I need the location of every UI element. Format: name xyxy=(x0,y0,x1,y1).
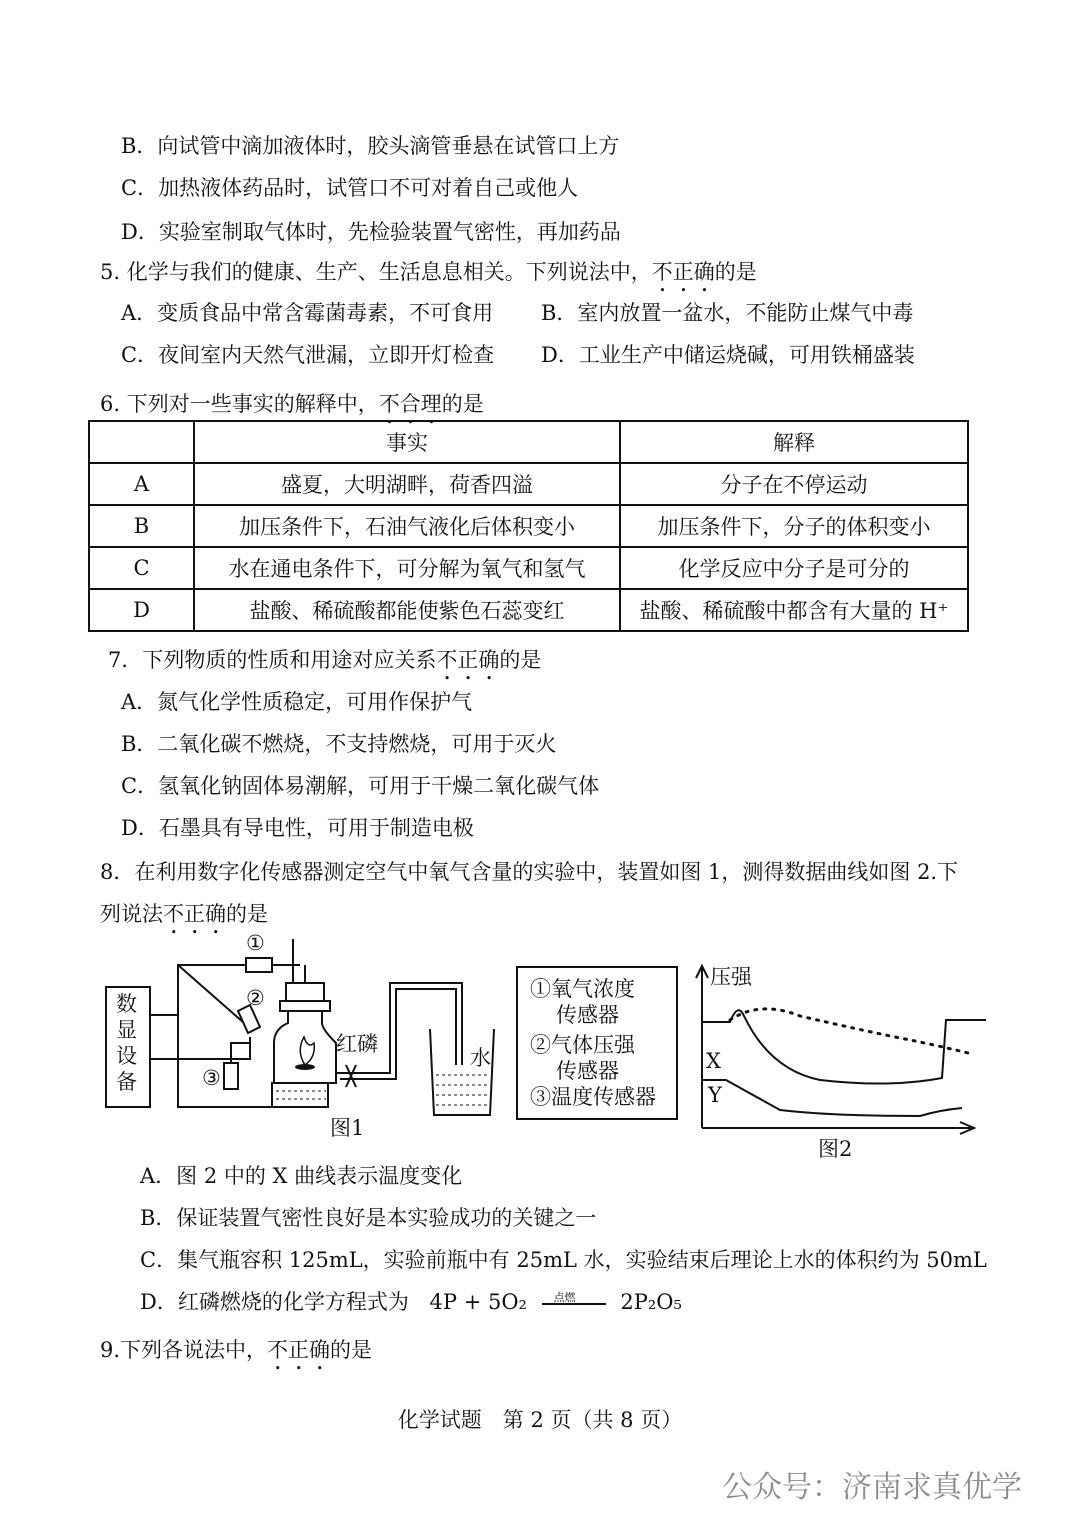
q8-stem-line2: 列说法不正确的是 xyxy=(100,902,268,926)
table-cell: 分子在不停运动 xyxy=(620,463,968,505)
table-cell: 水在通电条件下，可分解为氧气和氢气 xyxy=(194,547,620,589)
q8-option-c: C．集气瓶容积 125mL，实验前瓶中有 25mL 水，实验结束后理论上水的体积约为 50mL xyxy=(140,1248,987,1272)
table-row xyxy=(89,505,968,547)
q8-option-a: A．图 2 中的 X 曲线表示温度变化 xyxy=(140,1164,463,1188)
legend-item: 传感器 xyxy=(556,1059,619,1083)
legend-item: 传感器 xyxy=(556,1003,619,1027)
q5-option-c: C．夜间室内天然气泄漏，立即开灯检查 xyxy=(121,343,495,367)
table-cell: B xyxy=(89,505,194,547)
header-cell xyxy=(89,421,194,463)
table-cell: D xyxy=(89,589,194,631)
q7-emphasis: 不正确 xyxy=(436,648,500,672)
marker-2: ② xyxy=(246,986,265,1010)
table-cell: A xyxy=(89,463,194,505)
q4-option-d: D．实验室制取气体时，先检验装置气密性，再加药品 xyxy=(121,220,621,244)
q6-stem: 6. 下列对一些事实的解释中，不合理的是 xyxy=(100,392,484,416)
device-label-char: 备 xyxy=(116,1070,137,1094)
figure-1-apparatus xyxy=(100,925,520,1140)
table-header-row xyxy=(89,421,968,463)
equation-left: 4P + 5O₂ xyxy=(429,1290,527,1314)
table-row xyxy=(89,463,968,505)
q7-option-b: B．二氧化碳不燃烧，不支持燃烧，可用于灭火 xyxy=(121,732,557,756)
watermark: 公众号：济南求真优学 xyxy=(722,1470,1022,1505)
figure-2-caption: 图2 xyxy=(818,1137,853,1161)
q8-option-b: B．保证装置气密性良好是本实验成功的关键之一 xyxy=(140,1206,597,1230)
q4-option-b: B．向试管中滴加液体时，胶头滴管垂悬在试管口上方 xyxy=(121,134,620,158)
reaction-condition: 点燃 xyxy=(553,1290,576,1304)
q9-stem: 9.下列各说法中，不正确的是 xyxy=(100,1338,373,1362)
marker-1: ① xyxy=(246,931,265,955)
q8-stem-line1: 8．在利用数字化传感器测定空气中氧气含量的实验中，装置如图 1，测得数据曲线如图 2.下 xyxy=(100,860,959,884)
device-label-char: 设 xyxy=(116,1044,137,1068)
table-cell: 化学反应中分子是可分的 xyxy=(620,547,968,589)
table-cell: 盛夏，大明湖畔，荷香四溢 xyxy=(194,463,620,505)
table-cell: 盐酸、稀硫酸中都含有大量的 H⁺ xyxy=(620,589,968,631)
curve-y-label: Y xyxy=(708,1083,722,1107)
water-label: 水 xyxy=(470,1046,491,1070)
table-row xyxy=(89,589,968,631)
table-cell: 盐酸、稀硫酸都能使紫色石蕊变红 xyxy=(194,589,620,631)
table-cell: 加压条件下，石油气液化后体积变小 xyxy=(194,505,620,547)
q7-option-c: C．氢氧化钠固体易潮解，可用于干燥二氧化碳气体 xyxy=(121,774,600,798)
sensor-legend xyxy=(516,966,678,1120)
legend-item: ②气体压强 xyxy=(530,1033,635,1057)
header-cell: 解释 xyxy=(620,421,968,463)
q7-option-d: D．石墨具有导电性，可用于制造电极 xyxy=(121,816,474,840)
q5-option-d: D．工业生产中储运烧碱，可用铁桶盛装 xyxy=(541,343,915,367)
q7-stem: 7．下列物质的性质和用途对应关系不正确的是 xyxy=(108,648,542,672)
q4-option-c: C．加热液体药品时，试管口不可对着自己或他人 xyxy=(121,176,579,200)
q7-option-a: A．氮气化学性质稳定，可用作保护气 xyxy=(121,690,473,714)
legend-item: ③温度传感器 xyxy=(530,1085,656,1109)
device-label-char: 数 xyxy=(116,992,137,1016)
table-cell: C xyxy=(89,547,194,589)
figure-2-curves xyxy=(690,960,990,1165)
q6-table xyxy=(88,420,969,632)
q5-option-a: A．变质食品中常含霉菌毒素，不可食用 xyxy=(121,301,494,325)
equation-right: 2P₂O₅ xyxy=(620,1290,682,1314)
device-label-char: 显 xyxy=(116,1018,137,1042)
reaction-arrow xyxy=(542,1290,606,1314)
curve-x-label: X xyxy=(706,1049,721,1073)
q5-emphasis: 不正确 xyxy=(651,260,715,284)
page-footer: 化学试题 第 2 页（共 8 页） xyxy=(397,1408,683,1432)
q8-emphasis: 不正确 xyxy=(163,902,226,926)
table-row xyxy=(89,547,968,589)
q6-emphasis: 不合理 xyxy=(378,392,442,416)
legend-item: ①氧气浓度 xyxy=(530,977,635,1001)
q5-stem: 5. 化学与我们的健康、生产、生活息息相关。下列说法中，不正确的是 xyxy=(100,260,757,284)
red-phosphorus-label: 红磷 xyxy=(336,1032,378,1056)
table-cell: 加压条件下，分子的体积变小 xyxy=(620,505,968,547)
pressure-axis-label: 压强 xyxy=(710,965,752,989)
marker-3: ③ xyxy=(202,1066,221,1090)
q9-emphasis: 不正确 xyxy=(267,1338,331,1362)
q5-option-b: B．室内放置一盆水，不能防止煤气中毒 xyxy=(541,301,914,325)
q8-option-d: D．红磷燃烧的化学方程式为 4P + 5O₂ 点燃 2P₂O₅ xyxy=(140,1288,682,1316)
header-cell: 事实 xyxy=(194,421,620,463)
figure-1-caption: 图1 xyxy=(330,1116,365,1140)
